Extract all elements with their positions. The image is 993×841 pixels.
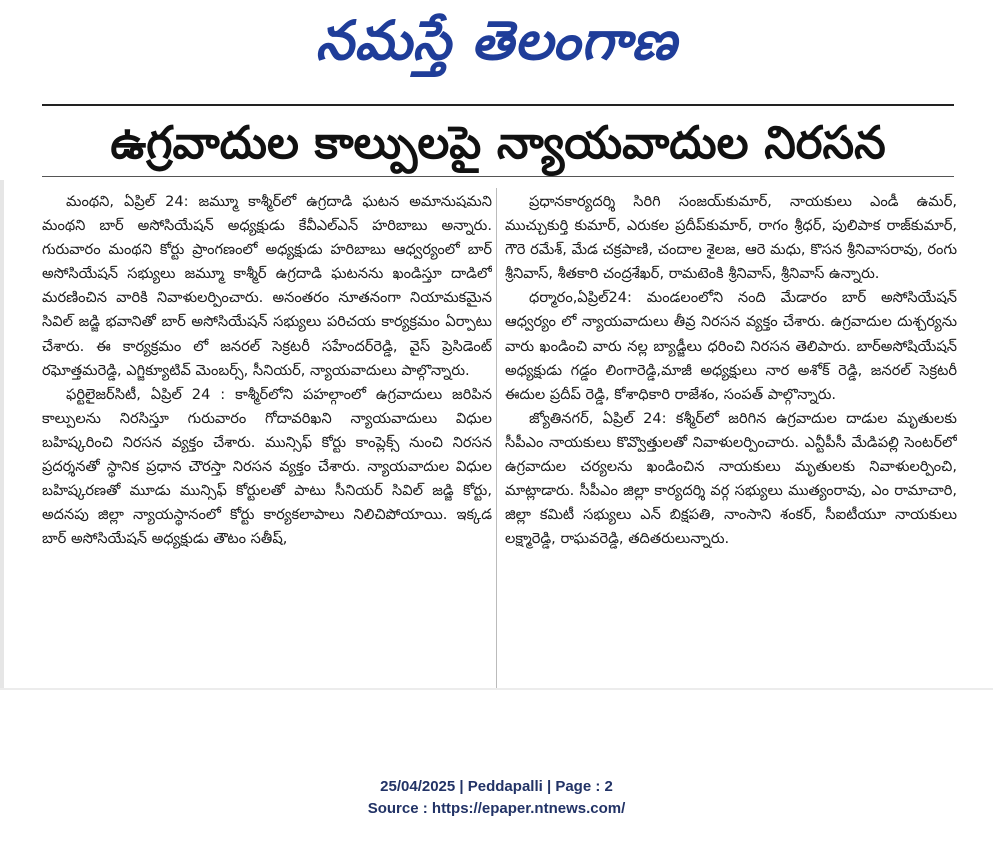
article-paragraph: ప్రధానకార్యదర్శి సిరిగి సంజయ్‌కుమార్, నాయకులు ఎండీ ఉమర్, ముచ్చుకుర్తి కుమార్, ఎరుకల ప్రదీప్‌కుమార్, రాగం శ్రీధర్, పులిపాక రాజ్‌కుమార్, గౌరె రమేశ్, మేడ చక్రపాణి, చందాల శైలజ, ఆరె మధు, కొసన శ్రీనివాసరావు, రంగు శ్రీనివాస్, శీతకారి చంద్రశేఖర్, రామటెంకి శ్రీనివాస్, శ్రీనివాస్ ఉన్నారు. [505, 193, 957, 283]
article-column-left [42, 190, 492, 690]
article-paragraph: ఫర్టిలైజర్‌సిటీ, ఏప్రిల్ 24 : కాశ్మీర్‌లోని పహల్గాంలో ఉగ్రవాదులు జరిపిన కాల్పులను నిరసిస్తూ గురువారం గోదావరిఖని న్యాయవాదులు విధుల బహిష్కరించి నిరసన వ్యక్తం చేశారు. మున్సిఫ్ కోర్టు కాంప్లెక్స్ నుంచి నిరసన ప్రదర్శనతో స్థానిక ప్రధాన చౌరస్తా నిరసన వ్యక్తం చేశారు. న్యాయవాదుల విధుల బహిష్కరణతో మూడు మున్సిఫ్ కోర్టులతో పాటు సీనియర్ సివిల్ జడ్జి కోర్టు, అదనపు జిల్లా న్యాయస్థానంలో కోర్టు కార్యకలాపాలు నిలిచిపోయాయి. ఇక్కడ బార్ అసోసియేషన్ అధ్యక్షుడు తౌటం సతీష్, [42, 385, 492, 548]
article-paragraph: జ్యోతినగర్, ఏప్రిల్ 24: కశ్మీర్‌లో జరిగిన ఉగ్రవాదుల దాడుల మృతులకు సీపీఎం నాయకులు కొవ్వొత్తులతో నివాళులర్పించారు. ఎన్టీపీసీ మేడిపల్లి సెంటర్‌లో ఉగ్రవాదుల చర్యలను ఖండించిన నాయకులు మృతులకు నివాళులర్పించి, మాట్లాడారు. సీపీఎం జిల్లా కార్యదర్శి వర్గ సభ్యులు ముత్యంరావు, ఎం రామాచారి, జిల్లా కమిటీ సభ్యులు ఎన్ బిక్షపతి, నాంసాని శంకర్, సీఐటీయూ నాయకులు లక్ష్మారెడ్డి, రాఘవరెడ్డి, తదితరులున్నారు. [505, 409, 957, 548]
headline-top-rule [42, 104, 954, 106]
scan-edge [0, 688, 993, 690]
article-paragraph: మంథని, ఏప్రిల్ 24: జమ్మూ కాశ్మీర్‌లో ఉగ్రదాడి ఘటన అమానుషమని మంథని బార్ అసోసియేషన్ అధ్యక్షుడు కేవీఎల్ఎన్ హరిబాబు అన్నారు. గురువారం మంథని కోర్టు ప్రాంగణంలో అధ్యక్షుడు హరిబాబు ఆధ్వర్యంలో బార్ అసోసియేషన్ సభ్యులు జమ్మూ కాశ్మీర్ ఉగ్రదాడి ఘటనను ఖండిస్తూ దాడిలో మరణించిన వారికి నివాళులర్పించారు. అనంతరం నూతనంగా నియామకమైన సివిల్ జడ్జి భవానితో బార్ అసోసియేషన్ సభ్యులు పరిచయ కార్యక్రమం ఏర్పాటు చేశారు. ఈ కార్యక్రమం లో జనరల్ సెక్రటరీ సహేందర్‌రెడ్డి, వైస్ ప్రెసిడెంట్ రఘోత్తమరెడ్డి, ఎగ్జిక్యూటివ్ మెంబర్స్, సీనియర్, న్యాయవాదులు పాల్గొన్నారు. [42, 193, 492, 379]
headline-bottom-rule [42, 176, 954, 177]
column-divider [496, 188, 497, 688]
article-paragraph: ధర్మారం,ఏప్రిల్24: మండలంలోని నంది మేడారం బార్ అసోసియేషన్ ఆధ్వర్యం లో న్యాయవాదులు తీవ్ర నిరసన వ్యక్తం చేశారు. ఉగ్రవాదుల దుశ్చర్యను వారు ఖండించి వారు నల్ల బ్యాడ్జీలు ధరించి నిరసన తెలిపారు. బార్‌అసోషియేషన్ అధ్యక్షుడు గడ్డం లింగారెడ్డి,మాజీ అధ్యక్షులు నార అశోక్ రెడ్డి, జనరల్ సెక్రటరీ ఈదుల ప్రదీప్ రెడ్డి, కోశాధికారి రాజేశం, సంపత్ పాల్గొన్నారు. [505, 289, 957, 403]
article-headline: ఉగ్రవాదుల కాల్పులపై న్యాయవాదుల నిరసన [110, 116, 886, 169]
page-footer [0, 776, 993, 820]
source-link[interactable]: Source : https://epaper.ntnews.com/ [367, 800, 626, 817]
newspaper-masthead: నమస్తే తెలంగాణ [315, 9, 678, 72]
edition-info: 25/04/2025 | Peddapalli | Page : 2 [380, 778, 613, 795]
article-column-right [505, 190, 957, 690]
scan-edge [0, 180, 4, 690]
